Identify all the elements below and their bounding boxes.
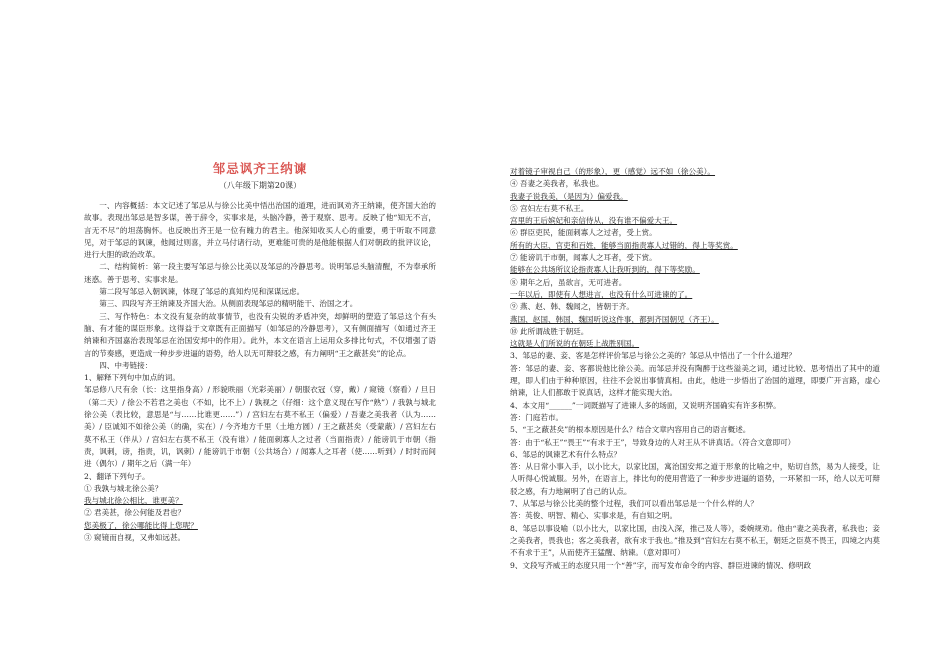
right-paragraph: 8、邹忌以事设喻（以小比大，以家比国，由浅入深，推己及人等），委婉规劝。他由“妻之美我者，私我也；妾之美我者，畏我也；客之美我者，欲有求于我也。”推及到“宫妇左右莫不私王，朝廷之臣莫不畏王，四境之内莫不有求于王”，从而使齐王猛醒、纳谏。（意对即可） bbox=[510, 523, 880, 558]
right-paragraph: ⑥ 群臣吏民，能面刺寡人之过者，受上赏。 bbox=[510, 228, 657, 238]
page-subtitle: （八年级下期第20课） bbox=[218, 181, 302, 190]
right-paragraph: ⑧ 期年之后，虽欲言，无可进者。 bbox=[510, 277, 627, 287]
right-paragraph: ⑤ 宫妇左右莫不私王。 bbox=[510, 203, 589, 213]
right-paragraph: 6、邹忌的讽谏艺术有什么特点？ bbox=[510, 449, 622, 459]
left-paragraph: 2、翻译下列句子。 bbox=[84, 471, 150, 481]
right-paragraph: 3、邹忌的妻、妾、客是怎样评价邹忌与徐公之美的？邹忌从中悟出了一个什么道理？ bbox=[510, 351, 796, 361]
right-paragraph: ⑨ 燕、赵、韩、魏闻之，皆朝于齐。 bbox=[510, 302, 634, 312]
right-paragraph: 对着镜子审视自己（的形象），更（感觉）远不如（徐公美）。 bbox=[510, 167, 716, 176]
right-paragraph: 答：门庭若市。 bbox=[510, 412, 564, 422]
left-column bbox=[84, 160, 436, 544]
right-paragraph: 答：英俊、明智、精心、实事求是，有自知之明。 bbox=[510, 511, 678, 521]
left-paragraph: ② 君美甚，徐公何能及君也？ bbox=[84, 508, 186, 518]
left-paragraph: ③ 窥镜而自视，又弗如远甚。 bbox=[84, 533, 186, 543]
left-paragraph: 三、写作特色：本文没有复杂的故事情节，也没有尖锐的矛盾冲突，却鲜明的塑造了邹忌这个有头脑、有才能的谋臣形象。这得益于文章既有正面描写（如邹忌的冷静思考），又有侧面描写（如通过齐王纳谏和齐国嘉治表现邹忌在治国安邦中的作用）。此外，本文在语言上运用众多排比句式，不仅增强了语言的节奏感，更造成一种步步进逼的语势，给人以无可辩驳之感，有力阐明“王之蔽甚矣”的论点。 bbox=[84, 311, 436, 358]
right-body bbox=[510, 166, 880, 572]
left-paragraph: 1、解释下列句中加点的词。 bbox=[84, 373, 180, 383]
right-paragraph: 9、文段写齐威王的态度只用一个“善”字，而写发布命令的内容、群臣进谏的情况、修明政 bbox=[510, 560, 812, 570]
left-paragraph: 我与城北徐公相比，谁更美？ bbox=[84, 496, 183, 506]
right-paragraph: 宫里的王后嫔妃和亲信侍从，没有谁不偏爱大王。 bbox=[510, 216, 678, 226]
page-title: 邹忌讽齐王纳谏 bbox=[212, 161, 308, 176]
right-paragraph: ⑩ 此所谓战胜于朝廷。 bbox=[510, 326, 589, 336]
right-paragraph: 4、本文用“______”一词既描写了进谏人多的场面，又说明齐国确实有许多积弊。 bbox=[510, 400, 781, 410]
right-paragraph: 一年以后，即使有人想进言，也没有什么可进谏的了。 bbox=[510, 289, 693, 299]
right-paragraph: 所有的大臣、官吏和百姓，能够当面指责寡人过错的，得上等奖赏。 bbox=[510, 240, 738, 250]
left-paragraph: 邹忌修八尺有余（长：这里指身高）/ 形貌昳丽（光彩美丽）/ 朝服衣冠（穿，戴）/ 窥镜（察看）/ 旦日（第二天）/ 徐公不若君之美也（不如，比不上）/ 孰视之（仔细：这个意义现在写作“熟”）/ 我孰与城北徐公美（表比较，意思是“与……比谁更……”）/ 宫妇左右莫不私王（偏爱）/ 吾妻之美我者（认为……美）/ 臣诚知不如徐公美（的确，实在）/ 今齐地方千里（土地方圆）/ 王之蔽甚矣（受蒙蔽）/ 宫妇左右莫不私王（伴从）/ 宫妇左右莫不私王（没有谁）/ 能面刺寡人之过者（当面指责）/ 能谤讥于市朝（指责，讽刺，谤，指责，讥，讽刺）/ 能谤讥于市朝（公共场合）/ 闻寡人之耳者（使……听到）/ 时时而间进（偶尔）/ 期年之后（满一年） bbox=[84, 385, 436, 469]
right-paragraph: 能够在公共场所议论指责寡人让我听到的，得下等奖励。 bbox=[510, 265, 700, 275]
right-paragraph: ⑦ 能谤讥于市朝，闻寡人之耳者，受下赏。 bbox=[510, 253, 657, 263]
right-paragraph: 答：邹忌的妻、妾、客都说他比徐公美。而邹忌并没有陶醉于这些溢美之词，通过比较、思考悟出了其中的道理，即人们由于种种原因，往往不会说出事情真相。由此，他进一步悟出了治国的道理，即要广开言路，虚心纳谏，让人们都敢于说真话，这样才能实现大治。 bbox=[510, 363, 880, 398]
right-paragraph: 这就是人们所说的在朝廷上战胜别国。 bbox=[510, 339, 640, 349]
left-body bbox=[84, 200, 436, 544]
right-paragraph: 答：从日常小事入手，以小比大，以家比国，寓治国安邦之道于形象的比喻之中，贴切自然，易为人接受，让人听得心悦诚服。另外，在语言上，排比句的使用营造了一种步步进逼的语势，一环紧扣一环，给人以无可辩驳之感，有力地阐明了自己的认点。 bbox=[510, 462, 880, 496]
left-paragraph: 您美极了，徐公哪能比得上您呢？ bbox=[84, 520, 198, 530]
left-paragraph: 四、中考链接： bbox=[99, 360, 153, 370]
left-paragraph: 第三、四段写齐王纳谏及齐国大治。从侧面表现邹忌的精明能干、治国之才。 bbox=[99, 299, 358, 309]
left-paragraph: 二、结构简析：第一段主要写邹忌与徐公比美以及邹忌的冷静思考。说明邹忌头脑清醒，不为奉承所迷惑。善于思考、实事求是。 bbox=[84, 262, 436, 284]
right-paragraph: 答：由于“私王”“畏王”“有求于王”，导致身边的人对王从不讲真话。（符合文意即可） bbox=[510, 437, 796, 447]
right-column bbox=[510, 166, 880, 572]
right-paragraph: 我妻子说我美，（是因为）偏爱我。 bbox=[510, 191, 628, 201]
right-paragraph: 5、“王之蔽甚矣”的根本原因是什么？结合文章内容用自己的语言概述。 bbox=[510, 425, 751, 435]
right-paragraph: 7、从邹忌与徐公比美的整个过程，我们可以看出邹忌是一个什么样的人？ bbox=[510, 499, 758, 509]
right-paragraph: 燕国、赵国、韩国、魏国听说这件事，都到齐国朝见（齐王）。 bbox=[510, 314, 719, 324]
left-paragraph: ① 我孰与城北徐公美？ bbox=[84, 483, 163, 493]
right-paragraph: ④ 吾妻之美我者，私我也。 bbox=[510, 179, 604, 189]
left-paragraph: 一、内容概括：本文记述了邹忌从与徐公比美中悟出治国的道理，进而讽劝齐王纳谏，使齐国大治的故事。表现出邹忌是智多谋，善于辞令，实事求是，头脑冷静，善于观察、思考。反映了他“知无不言，言无不尽”的坦荡胸怀。也反映出齐王是一位有魄力的君主。他深知收买人心的重要，勇于听取不同意见，对于邹忌的讽谏，他闻过则喜，并立马付诸行动，更难能可贵的是他能根据人们对朝政的批评议论，进行大胆的政治改革。 bbox=[84, 201, 436, 260]
left-paragraph: 第二段写邹忌入朝讽谏，体现了邹忌的真知灼见和深谋远虑。 bbox=[99, 287, 305, 297]
